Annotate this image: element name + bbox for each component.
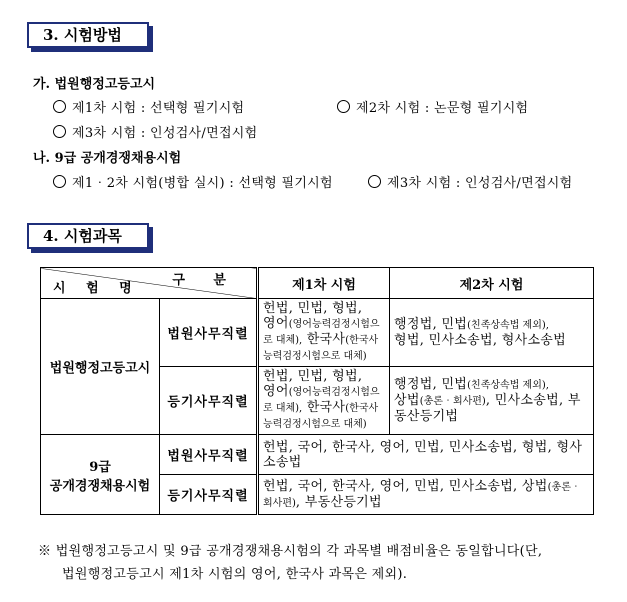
exam-step-2: 제2차 시험 : 논문형 필기시험 [337,97,528,116]
note-mark: ※ [38,544,52,559]
grade9-step-1-2: 제1‧2차 시험(병합 실시) : 선택형 필기시험 [53,172,333,191]
table-header-row [41,268,594,299]
circle-bullet-icon [53,125,66,138]
header-second-exam: 제2차 시험 [390,268,594,299]
exam-name-high: 법원행정고등고시 [41,299,160,435]
circle-bullet-icon [53,100,66,113]
circle-bullet-icon [53,175,66,188]
subheading-grade9-exam: 나. 9급 공개경쟁채용시험 [33,151,182,166]
header-first-exam: 제1차 시험 [258,268,390,299]
circle-bullet-icon [368,175,381,188]
grade9-step-3: 제3차 시험 : 인성검사/면접시험 [368,172,573,191]
first-exam-subjects: 헌법, 민법, 형법, 영어(영어능력검정시험으로 대체), 한국사(한국사능력검정시험으로 대체) [258,367,390,435]
exam-step-1: 제1차 시험 : 선택형 필기시험 [53,97,244,116]
first-exam-subjects: 헌법, 민법, 형법, 영어(영어능력검정시험으로 대체), 한국사(한국사능력검정시험으로 대체) [258,299,390,367]
grade9-subjects: 헌법, 국어, 한국사, 영어, 민법, 민사소송법, 형법, 형사소송법 [258,435,594,475]
job-court-office: 법원사무직렬 [160,435,258,475]
header-gubun: 구 분 [172,273,238,288]
subjects-table [40,267,594,515]
job-registry-office: 등기사무직렬 [160,367,258,435]
subheading-high-civil-exam: 가. 법원행정고등고시 [33,77,156,92]
circle-bullet-icon [337,100,350,113]
section-4-heading: 4. 시험과목 [27,223,149,249]
second-exam-subjects: 행정법, 민법(친족상속법 제외), 형법, 민사소송법, 형사소송법 [390,299,594,367]
exam-name-grade9: 9급 공개경쟁채용시험 [41,435,160,515]
job-court-office: 법원사무직렬 [160,299,258,367]
header-diagonal-cell [41,268,258,299]
header-exam-name: 시 험 명 [53,281,140,296]
grade9-subjects: 헌법, 국어, 한국사, 영어, 민법, 민사소송법, 상법(총론‧회사편), 부동산등기법 [258,475,594,515]
section-3-heading: 3. 시험방법 [27,22,149,48]
note-line-1: ※ 법원행정고등고시 및 9급 공개경쟁채용시험의 각 과목별 배점비율은 동일합니다(단, [38,544,543,559]
table-row [41,435,594,475]
note-line-2: 법원행정고등고시 제1차 시험의 영어, 한국사 과목은 제외). [62,567,408,582]
table-row [41,299,594,367]
job-registry-office: 등기사무직렬 [160,475,258,515]
exam-step-3: 제3차 시험 : 인성검사/면접시험 [53,122,258,141]
second-exam-subjects: 행정법, 민법(친족상속법 제외), 상법(총론‧회사편), 민사소송법, 부동산등기법 [390,367,594,435]
